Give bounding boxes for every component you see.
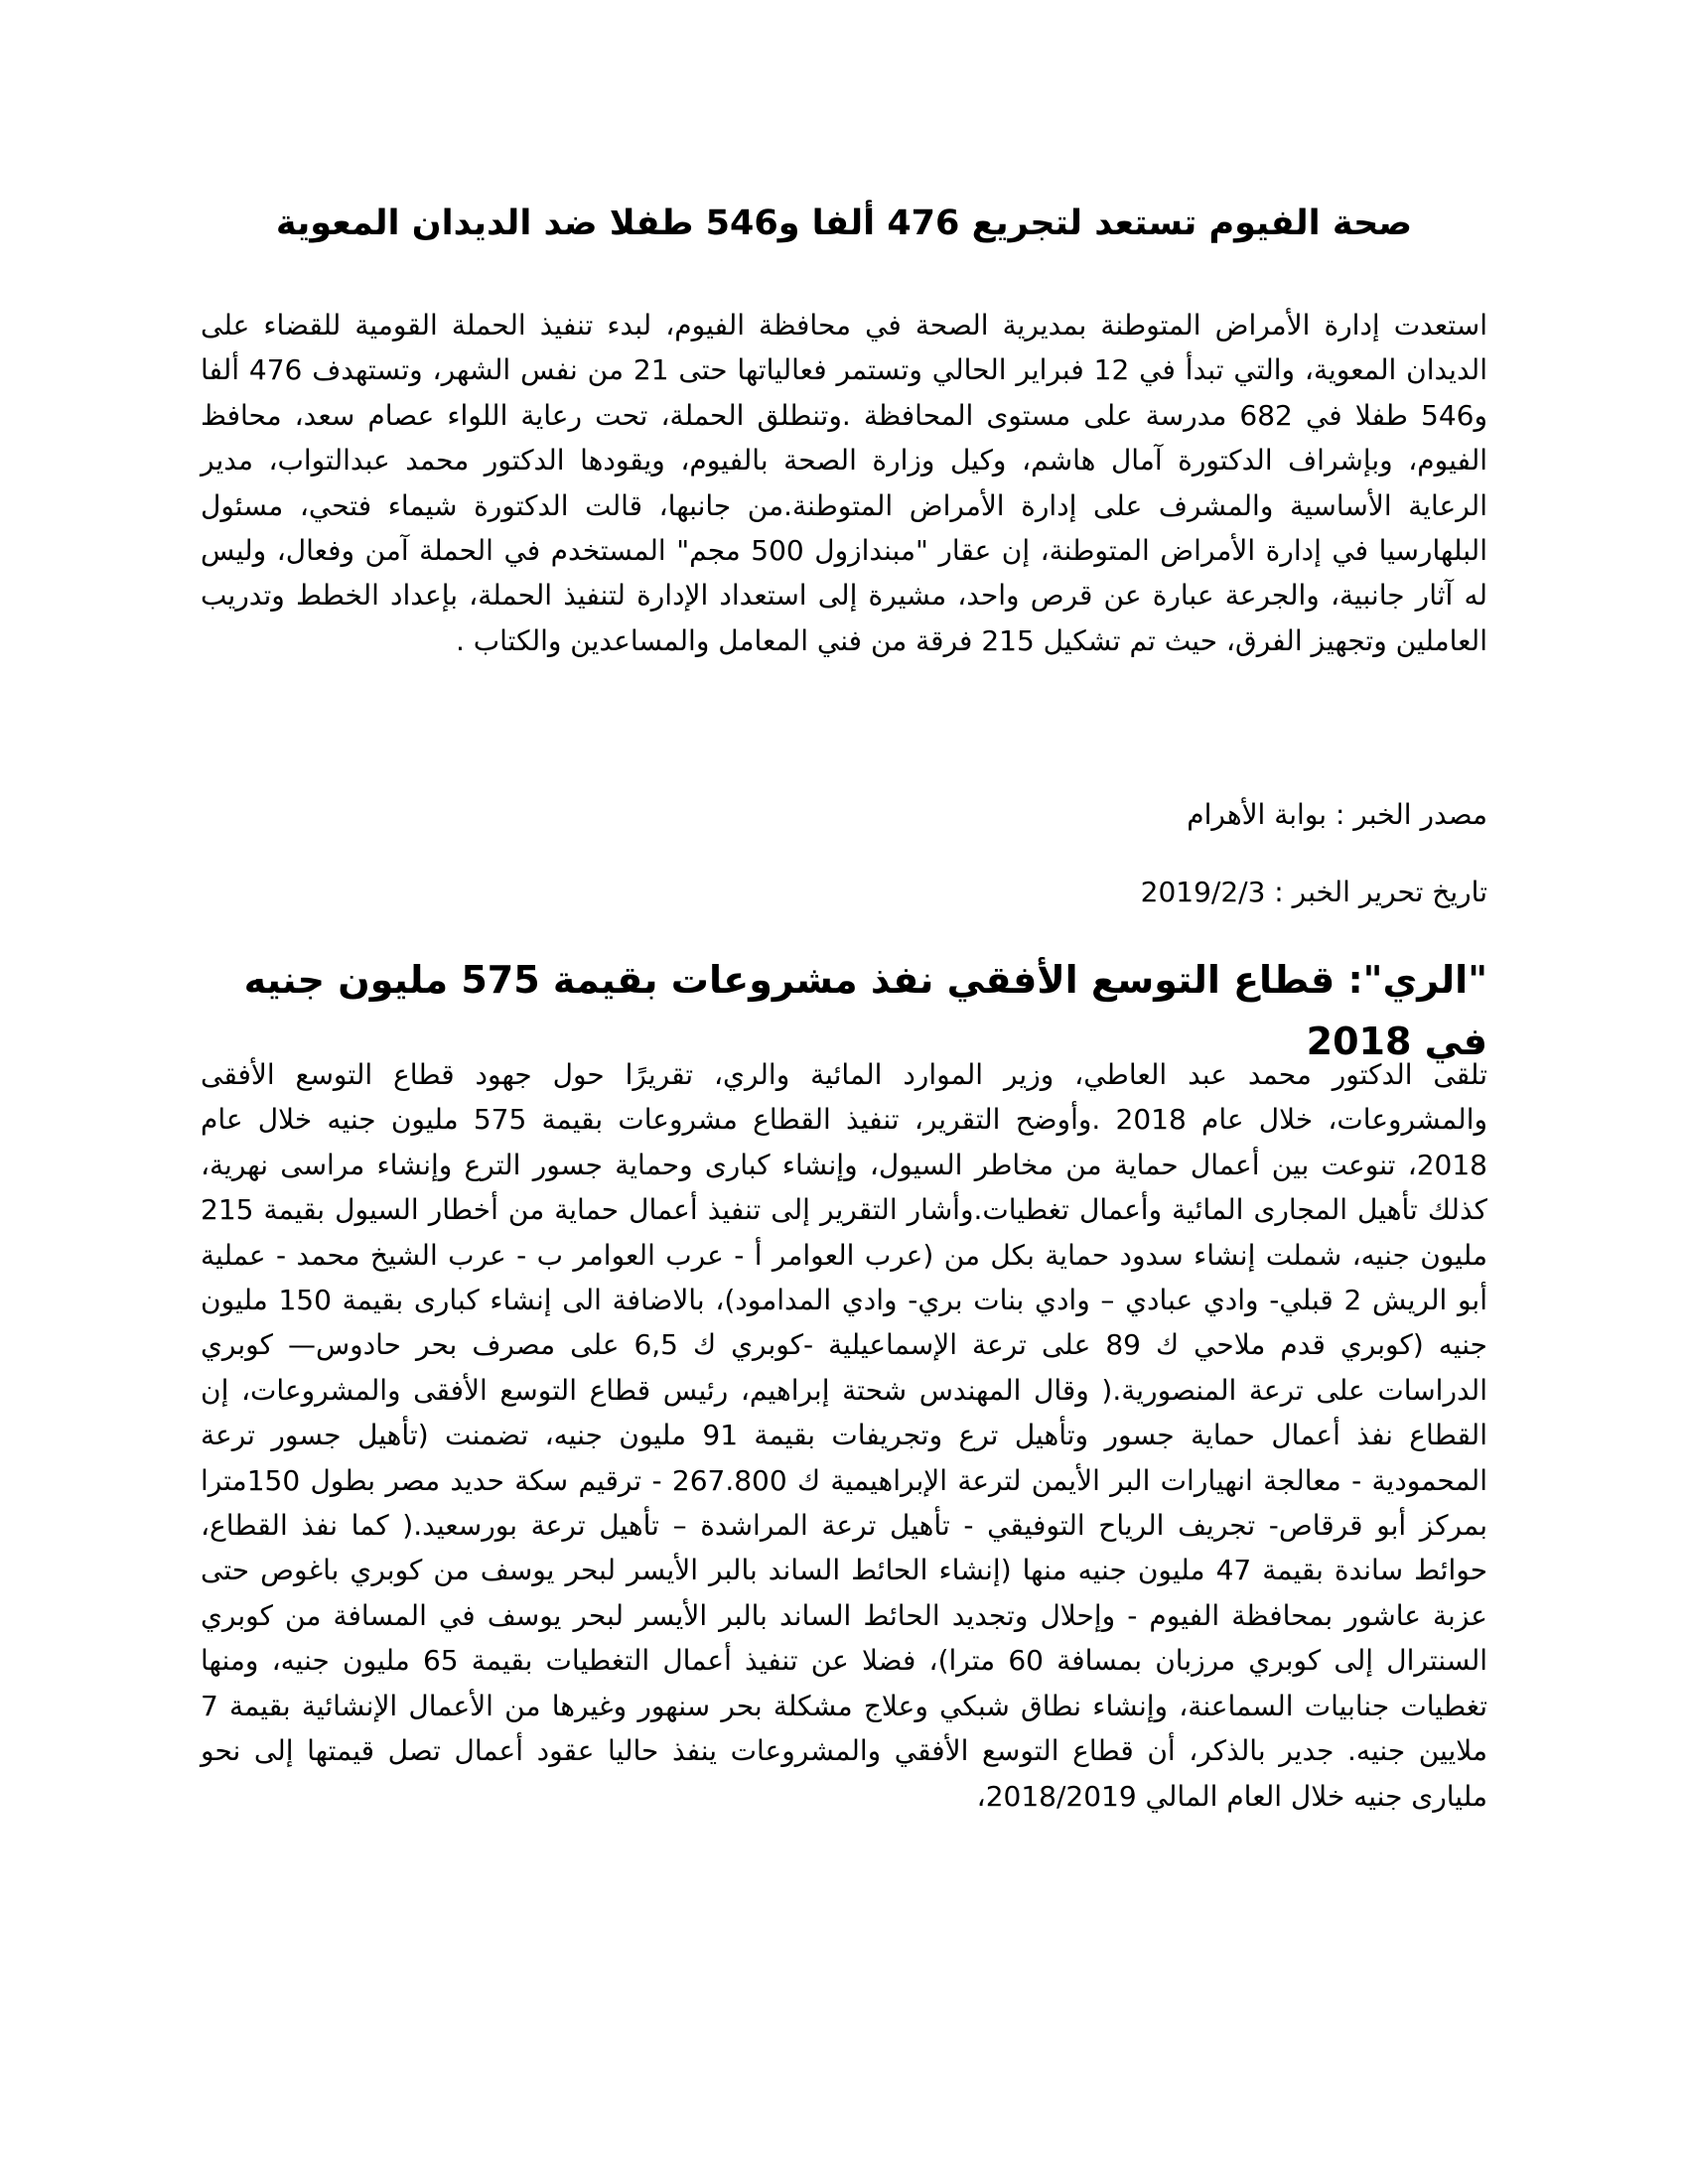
article-1-date: تاريخ تحرير الخبر : 2019/2/3 — [1140, 876, 1487, 908]
article-1-body: استعدت إدارة الأمراض المتوطنة بمديرية الصحة في محافظة الفيوم، لبدء تنفيذ الحملة القومية للقضاء على الديدان المعوية، والتي تبدأ في 12 فبراير الحالي وتستمر فعالياتها حتى 21 من نفس الشهر، وتستهدف 476 ألفا و546 طفلا في 682 مدرسة على مستوى المحافظة .وتنطلق الحملة، تحت رعاية اللواء عصام سعد، محافظ الفيوم، وبإشراف الدكتورة آمال هاشم، وكيل وزارة الصحة بالفيوم، ويقودها الدكتور محمد عبدالتواب، مدير الرعاية الأساسية والمشرف على إدارة الأمراض المتوطنة.من جانبها، قالت الدكتورة شيماء فتحي، مسئول البلهارسيا في إدارة الأمراض المتوطنة، إن عقار "مبندازول 500 مجم" المستخدم في الحملة آمن وفعال، وليس له آثار جانبية، والجرعة عبارة عن قرص واحد، مشيرة إلى استعداد الإدارة لتنفيذ الحملة، بإعداد الخطط وتدريب العاملين وتجهيز الفرق، حيث تم تشكيل 215 فرقة من فني المعامل والمساعدين والكتاب . — [201, 309, 1487, 657]
article-1-source: مصدر الخبر : بوابة الأهرام — [1187, 798, 1487, 831]
article-2-body: تلقى الدكتور محمد عبد العاطي، وزير الموارد المائية والري، تقريرًا حول جهود قطاع التوسع الأفقى والمشروعات، خلال عام 2018 .وأوضح التقرير، تنفيذ القطاع مشروعات بقيمة 575 مليون جنيه خلال عام 2018، تنوعت بين أعمال حماية من مخاطر السيول، وإنشاء كبارى وحماية جسور الترع وإنشاء مراسى نهرية، كذلك تأهيل المجارى المائية وأعمال تغطيات.وأشار التقرير إلى تنفيذ أعمال حماية من أخطار السيول بقيمة 215 مليون جنيه، شملت إنشاء سدود حماية بكل من (عرب العوامر أ - عرب العوامر ب - عرب الشيخ محمد - عملية أبو الريش 2 قبلي- وادي عبادي – وادي بنات بري- وادي المدامود)، بالاضافة الى إنشاء كبارى بقيمة 150 مليون جنيه (كوبري قدم ملاحي ك 89 على ترعة الإسماعيلية -كوبري ك 6,5 على مصرف بحر حادوس— كوبري الدراسات على ترعة المنصورية.( وقال المهندس شحتة إبراهيم، رئيس قطاع التوسع الأفقى والمشروعات، إن القطاع نفذ أعمال حماية جسور وتأهيل ترع وتجريفات بقيمة 91 مليون جنيه، تضمنت (تأهيل جسور ترعة المحمودية - معالجة انهيارات البر الأيمن لترعة الإبراهيمية ك 267.800 - ترقيم سكة حديد مصر بطول 150مترا بمركز أبو قرقاص- تجريف الرياح التوفيقي - تأهيل ترعة المراشدة – تأهيل ترعة بورسعيد.( كما نفذ القطاع، حوائط ساندة بقيمة 47 مليون جنيه منها (إنشاء الحائط الساند بالبر الأيسر لبحر يوسف من كوبري باغوص حتى عزبة عاشور بمحافظة الفيوم - وإحلال وتجديد الحائط الساند بالبر الأيسر لبحر يوسف في المسافة من كوبري السنترال إلى كوبري مرزبان بمسافة 60 مترا)، فضلا عن تنفيذ أعمال التغطيات بقيمة 65 مليون جنيه، ومنها تغطيات جنابيات السماعنة، وإنشاء نطاق شبكي وعلاج مشكلة بحر سنهور وغيرها من الأعمال الإنشائية بقيمة 7 ملايين جنيه. جدير بالذكر، أن قطاع التوسع الأفقي والمشروعات ينفذ حاليا عقود أعمال تصل قيمتها إلى نحو مليارى جنيه خلال العام المالي 2018/2019، — [201, 1058, 1488, 1813]
article-2-headline: "الري": قطاع التوسع الأفقي نفذ مشروعات بقيمة 575 مليون جنيه في 2018 — [243, 958, 1487, 1063]
article-1-headline: صحة الفيوم تستعد لتجريع 476 ألفا و546 طفلا ضد الديدان المعوية — [275, 204, 1413, 243]
